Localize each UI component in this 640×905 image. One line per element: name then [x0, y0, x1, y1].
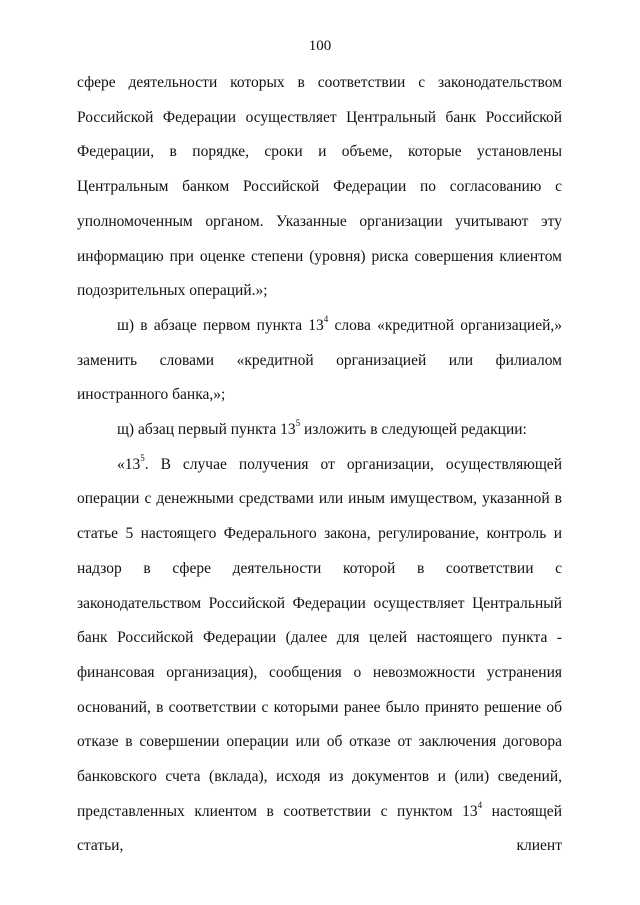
paragraph-continuation: сфере деятельности которых в соответствии с законодательством Российской Федерации осуществляет Центральный банк Российской Федерации, в порядке, сроки и объеме, которые установлены Центральным банком Российской Федерации по согласованию с уполномоченным органом. Указанные организации учитывают эту информацию при оценке степени (уровня) риска совершения клиентом подозрительных операций.»;	[77, 74, 562, 300]
paragraph-item-sh	[77, 309, 562, 413]
paragraph-text: настоящей статьи, клиент	[77, 802, 562, 855]
superscript: 5	[295, 417, 301, 428]
page-number: 100	[308, 38, 332, 54]
paragraph-text: изложить в следующей редакции:	[300, 421, 527, 439]
paragraph-text: слова «кредитной организацией,» заменить словами «кредитной организацией или филиалом иностранного банка,»;	[77, 316, 562, 404]
paragraph-item-shch	[77, 413, 562, 448]
superscript: 4	[323, 313, 329, 324]
paragraph-new-item-13-5	[77, 448, 562, 864]
paragraph-text: . В случае получения от организации, осуществляющей операции с денежными средствами или иным имуществом, указанной в статье 5 настоящего Федерального закона, регулирование, контроль и надзор в сфере деятельности которой в соответствии с законодательством Российской Федерации осуществляет Центральный банк Российской Федерации (далее для целей настоящего пункта - финансовая организация), сообщения о невозможности устранения оснований, в соответствии с которыми ранее было принято решение об отказе в совершении операции или об отказе от заключения договора банковского счета (вклада), исходя из документов и (или) сведений, представленных клиентом в соответствии с пунктом 13	[77, 455, 562, 820]
paragraph-text: «13	[117, 455, 141, 473]
paragraph-text: ш) в абзаце первом пункта 13	[117, 316, 324, 334]
superscript: 4	[477, 799, 483, 810]
paragraph-text: щ) абзац первый пункта 13	[117, 421, 296, 439]
body-text	[77, 66, 562, 864]
superscript: 5	[140, 452, 145, 463]
